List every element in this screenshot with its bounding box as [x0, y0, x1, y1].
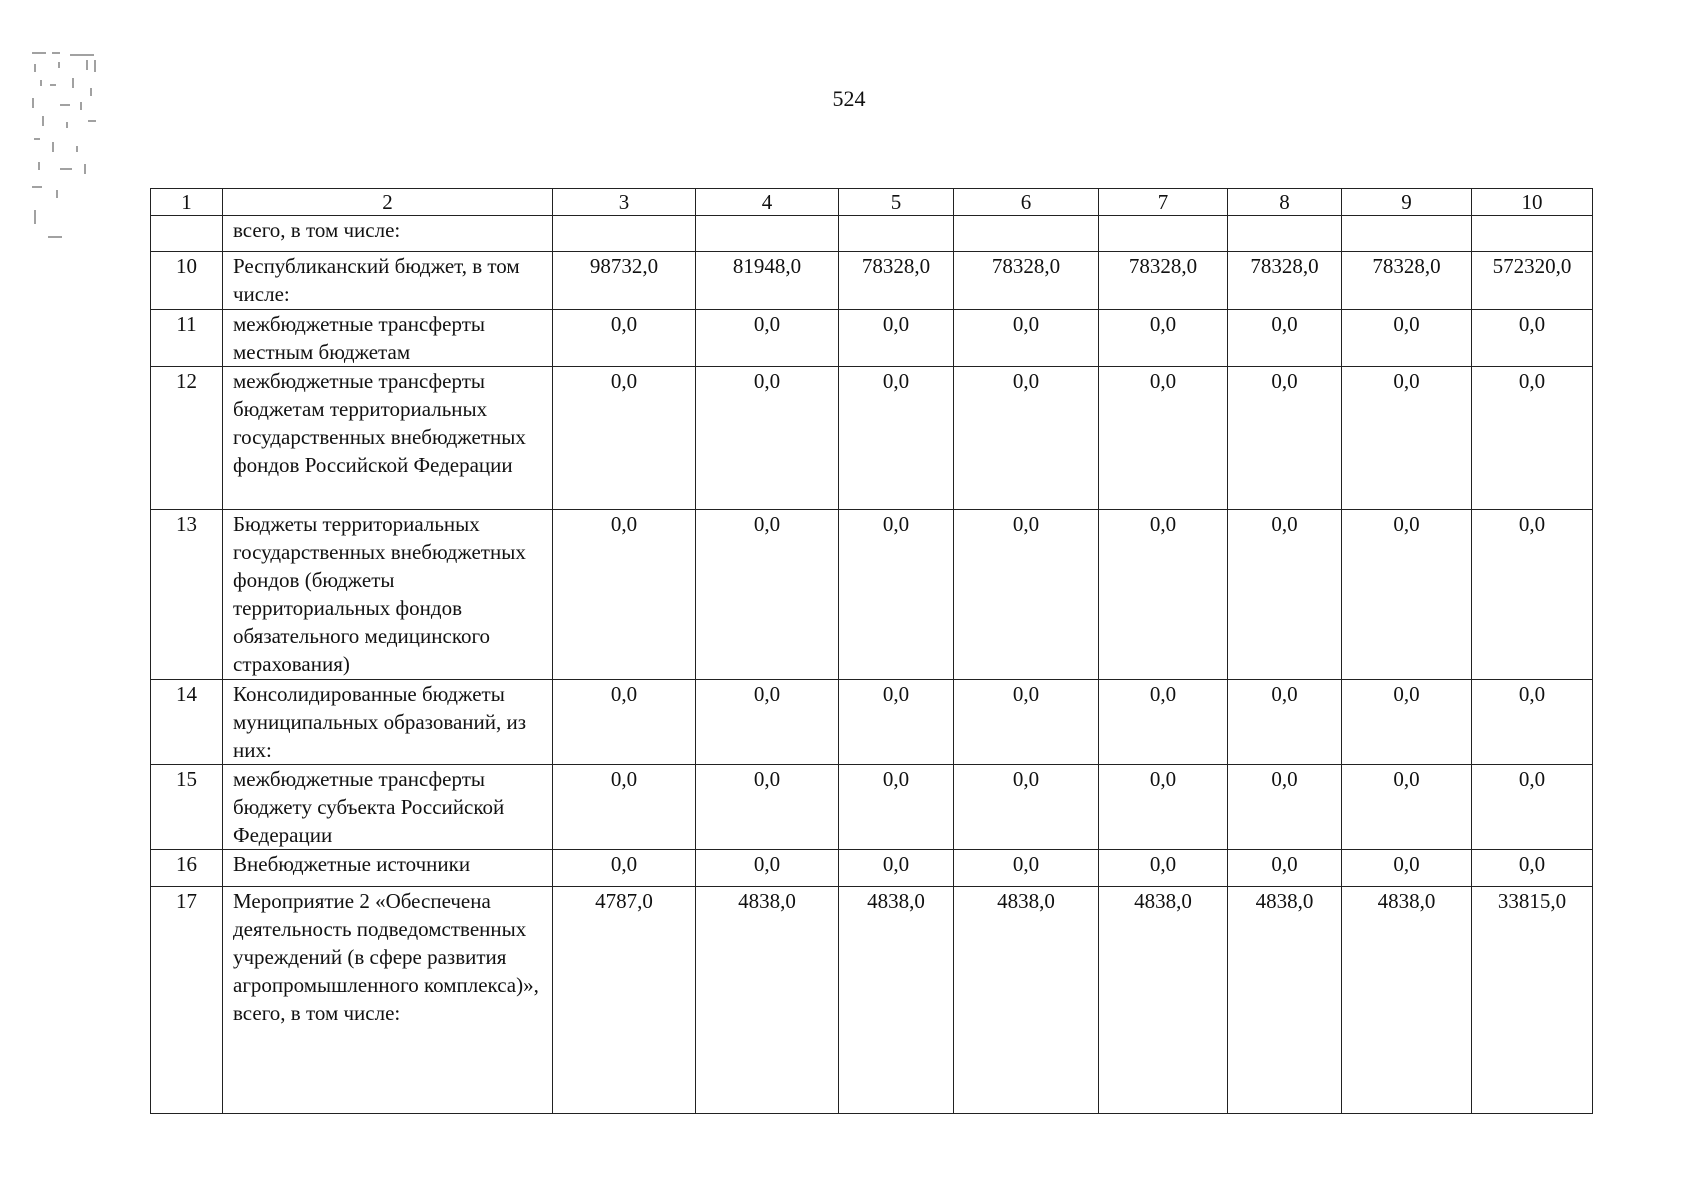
row-name: Консолидированные бюджеты муниципальных образований, из них:	[223, 680, 553, 765]
value-cell: 78328,0	[1342, 252, 1472, 310]
column-header: 4	[696, 189, 839, 216]
table-row	[151, 850, 1593, 887]
column-header: 3	[553, 189, 696, 216]
value-cell: 0,0	[553, 850, 696, 887]
value-cell: 4787,0	[553, 887, 696, 1114]
value-cell: 0,0	[553, 310, 696, 367]
value-cell: 0,0	[954, 680, 1099, 765]
value-cell: 0,0	[696, 310, 839, 367]
table-row	[151, 510, 1593, 680]
row-number: 17	[151, 887, 223, 1114]
value-cell: 0,0	[696, 850, 839, 887]
value-cell: 78328,0	[954, 252, 1099, 310]
value-cell: 0,0	[839, 510, 954, 680]
table-row	[151, 252, 1593, 310]
column-header: 2	[223, 189, 553, 216]
value-cell: 0,0	[1228, 310, 1342, 367]
column-header: 6	[954, 189, 1099, 216]
value-cell: 0,0	[839, 680, 954, 765]
value-cell	[954, 216, 1099, 252]
value-cell: 0,0	[954, 310, 1099, 367]
value-cell: 0,0	[1099, 850, 1228, 887]
value-cell	[696, 216, 839, 252]
value-cell: 572320,0	[1472, 252, 1593, 310]
value-cell: 0,0	[1099, 310, 1228, 367]
value-cell: 0,0	[1228, 850, 1342, 887]
row-number: 11	[151, 310, 223, 367]
row-name: Внебюджетные источники	[223, 850, 553, 887]
table-row	[151, 765, 1593, 850]
value-cell: 4838,0	[1099, 887, 1228, 1114]
value-cell: 0,0	[1472, 850, 1593, 887]
value-cell: 0,0	[1472, 510, 1593, 680]
value-cell: 0,0	[1228, 765, 1342, 850]
row-number: 12	[151, 367, 223, 510]
value-cell: 0,0	[1342, 510, 1472, 680]
column-header: 9	[1342, 189, 1472, 216]
column-header: 10	[1472, 189, 1593, 216]
value-cell: 0,0	[1099, 510, 1228, 680]
value-cell: 0,0	[553, 680, 696, 765]
column-header: 7	[1099, 189, 1228, 216]
value-cell: 0,0	[553, 510, 696, 680]
value-cell: 4838,0	[839, 887, 954, 1114]
value-cell: 0,0	[1342, 765, 1472, 850]
value-cell: 0,0	[1342, 310, 1472, 367]
row-name: Мероприятие 2 «Обеспечена деятельность подведомственных учреждений (в сфере развития агропромышленного комплекса)», всего, в том числе:	[223, 887, 553, 1114]
value-cell: 0,0	[1472, 310, 1593, 367]
value-cell: 0,0	[1472, 765, 1593, 850]
value-cell: 0,0	[954, 850, 1099, 887]
value-cell: 4838,0	[954, 887, 1099, 1114]
row-number	[151, 216, 223, 252]
value-cell: 0,0	[954, 510, 1099, 680]
value-cell	[839, 216, 954, 252]
value-cell: 4838,0	[1228, 887, 1342, 1114]
budget-table	[150, 188, 1593, 1114]
value-cell: 0,0	[839, 367, 954, 510]
value-cell: 4838,0	[696, 887, 839, 1114]
table-row	[151, 680, 1593, 765]
value-cell: 81948,0	[696, 252, 839, 310]
row-number: 10	[151, 252, 223, 310]
value-cell: 0,0	[1472, 680, 1593, 765]
value-cell: 78328,0	[1099, 252, 1228, 310]
row-name: Бюджеты территориальных государственных внебюджетных фондов (бюджеты территориальных фондов обязательного медицинского страхования)	[223, 510, 553, 680]
scan-artifact-mark	[30, 50, 102, 260]
row-number: 16	[151, 850, 223, 887]
value-cell	[1228, 216, 1342, 252]
row-name: межбюджетные трансферты бюджетам территориальных государственных внебюджетных фондов Российской Федерации	[223, 367, 553, 510]
value-cell	[1099, 216, 1228, 252]
row-name: Республиканский бюджет, в том числе:	[223, 252, 553, 310]
value-cell: 0,0	[553, 765, 696, 850]
value-cell: 78328,0	[1228, 252, 1342, 310]
row-name: межбюджетные трансферты местным бюджетам	[223, 310, 553, 367]
value-cell: 0,0	[1342, 850, 1472, 887]
value-cell: 0,0	[553, 367, 696, 510]
value-cell: 0,0	[696, 680, 839, 765]
table-header-row	[151, 189, 1593, 216]
value-cell: 0,0	[839, 310, 954, 367]
value-cell: 0,0	[696, 367, 839, 510]
value-cell: 0,0	[954, 765, 1099, 850]
row-number: 15	[151, 765, 223, 850]
value-cell: 33815,0	[1472, 887, 1593, 1114]
table-row	[151, 367, 1593, 510]
column-header: 5	[839, 189, 954, 216]
value-cell: 0,0	[839, 850, 954, 887]
table-row	[151, 887, 1593, 1114]
row-name: межбюджетные трансферты бюджету субъекта Российской Федерации	[223, 765, 553, 850]
value-cell: 0,0	[1342, 680, 1472, 765]
value-cell: 0,0	[1228, 367, 1342, 510]
page-number: 524	[832, 86, 866, 111]
row-number: 14	[151, 680, 223, 765]
row-name: всего, в том числе:	[223, 216, 553, 252]
column-header: 1	[151, 189, 223, 216]
value-cell: 0,0	[696, 510, 839, 680]
value-cell: 0,0	[839, 765, 954, 850]
value-cell: 0,0	[1099, 367, 1228, 510]
value-cell: 0,0	[1228, 680, 1342, 765]
column-header: 8	[1228, 189, 1342, 216]
table-row	[151, 310, 1593, 367]
value-cell	[1342, 216, 1472, 252]
table-row-continuation	[151, 216, 1593, 252]
value-cell: 0,0	[1472, 367, 1593, 510]
value-cell: 0,0	[1099, 680, 1228, 765]
value-cell	[553, 216, 696, 252]
value-cell: 0,0	[1099, 765, 1228, 850]
value-cell: 0,0	[954, 367, 1099, 510]
value-cell: 0,0	[1228, 510, 1342, 680]
value-cell: 98732,0	[553, 252, 696, 310]
value-cell	[1472, 216, 1593, 252]
row-number: 13	[151, 510, 223, 680]
value-cell: 4838,0	[1342, 887, 1472, 1114]
value-cell: 0,0	[1342, 367, 1472, 510]
value-cell: 78328,0	[839, 252, 954, 310]
value-cell: 0,0	[696, 765, 839, 850]
